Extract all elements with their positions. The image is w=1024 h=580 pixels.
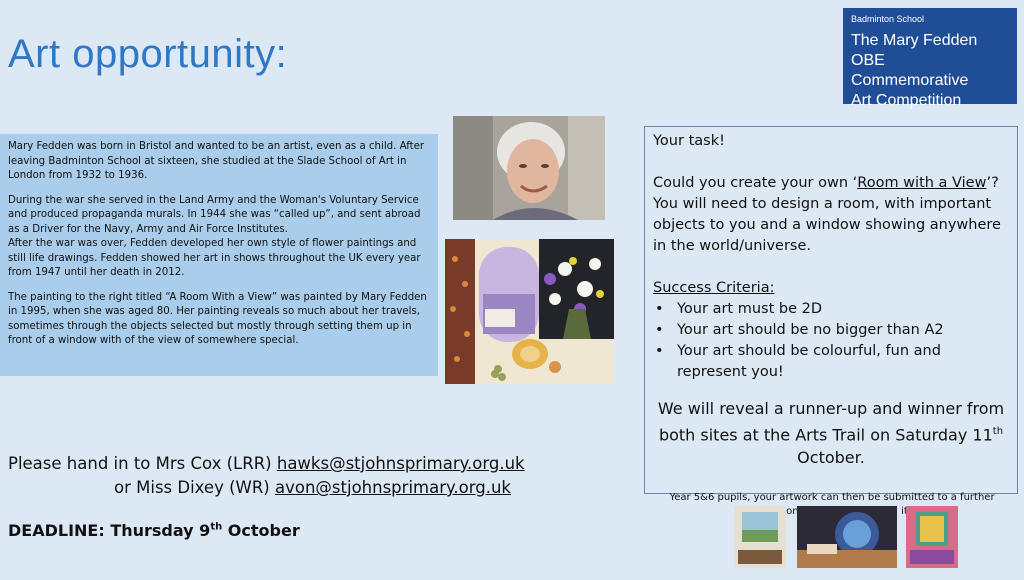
reveal-announcement: We will reveal a runner-up and winner from both sites at the Arts Trail on Saturday 11th October. [657,399,1005,468]
badge-line-2: Commemorative [851,72,969,89]
bio-paragraph-2: During the war she served in the Land Army and the Woman's Voluntary Service and produced propaganda murals. In 1944 she was “called up”, and sent abroad as a Driver for the Navy, Army and Air Force Institutes. [8,194,421,235]
badge-line-1: The Mary Fedden OBE [851,32,978,69]
hand-in-instructions [8,452,525,500]
task-panel [644,126,1018,494]
criteria-item: • Your art must be 2D [677,299,1009,320]
task-heading: Your task! [653,133,725,149]
bio-paragraph-1: Mary Fedden was born in Bristol and wanted to be an artist, even as a child. After leaving Badminton School at sixteen, she studied at the Slade School of Art in London from 1932 to 1936. [8,141,425,181]
deadline-text: DEADLINE: Thursday 9th October [8,521,300,540]
page-title: Art opportunity: [8,32,288,76]
hand-in-line-2: or Miss Dixey (WR) avon@stjohnsprimary.org.uk [114,478,511,497]
example-artwork-thumbnail-1 [734,506,786,568]
hawks-email-link[interactable]: hawks@stjohnsprimary.org.uk [276,454,525,473]
success-criteria-list [653,299,1009,383]
bio-paragraph-3: The painting to the right titled “A Room With a View” was painted by Mary Fedden in 1995, when she was aged 80. Her painting reveals so much about her travels, sometimes through the objects selected but mostly through setting them up in front of a window with of the view of somewhere special. [8,291,427,346]
room-with-a-view-painting [445,239,614,384]
avon-email-link[interactable]: avon@stjohnsprimary.org.uk [275,478,511,497]
criteria-item: • Your art should be no bigger than A2 [677,320,1009,341]
hand-in-line-1: Please hand in to Mrs Cox (LRR) hawks@stjohnsprimary.org.uk [8,454,525,473]
badge-line-3: Art Competition [851,92,962,109]
further-competition-note: Year 5&6 pupils, your artwork can then be submitted to a further it [669,492,995,517]
example-artwork-thumbnail-3 [906,506,958,568]
competition-badge [843,8,1017,109]
success-criteria-heading: Success Criteria: [653,280,775,296]
criteria-item: • Your art should be colourful, fun and represent you! [677,341,1009,383]
badge-school: Badminton School [851,14,925,24]
task-question: Could you create your own ‘Room with a View’? You will need to design a room, with important objects to you and a window showing anywhere in the world/universe. [653,175,1001,254]
room-with-a-view-text: Room with a View [857,175,987,191]
biography-panel [0,134,438,376]
bio-paragraph-2b: After the war was over, Fedden developed her own style of flower paintings and still life drawings. Fedden showed her art in shows throughout the UK every year from 1947 until her death in 2012. [8,238,421,278]
mary-fedden-portrait-image [453,116,605,220]
example-artwork-thumbnail-2 [797,506,897,568]
